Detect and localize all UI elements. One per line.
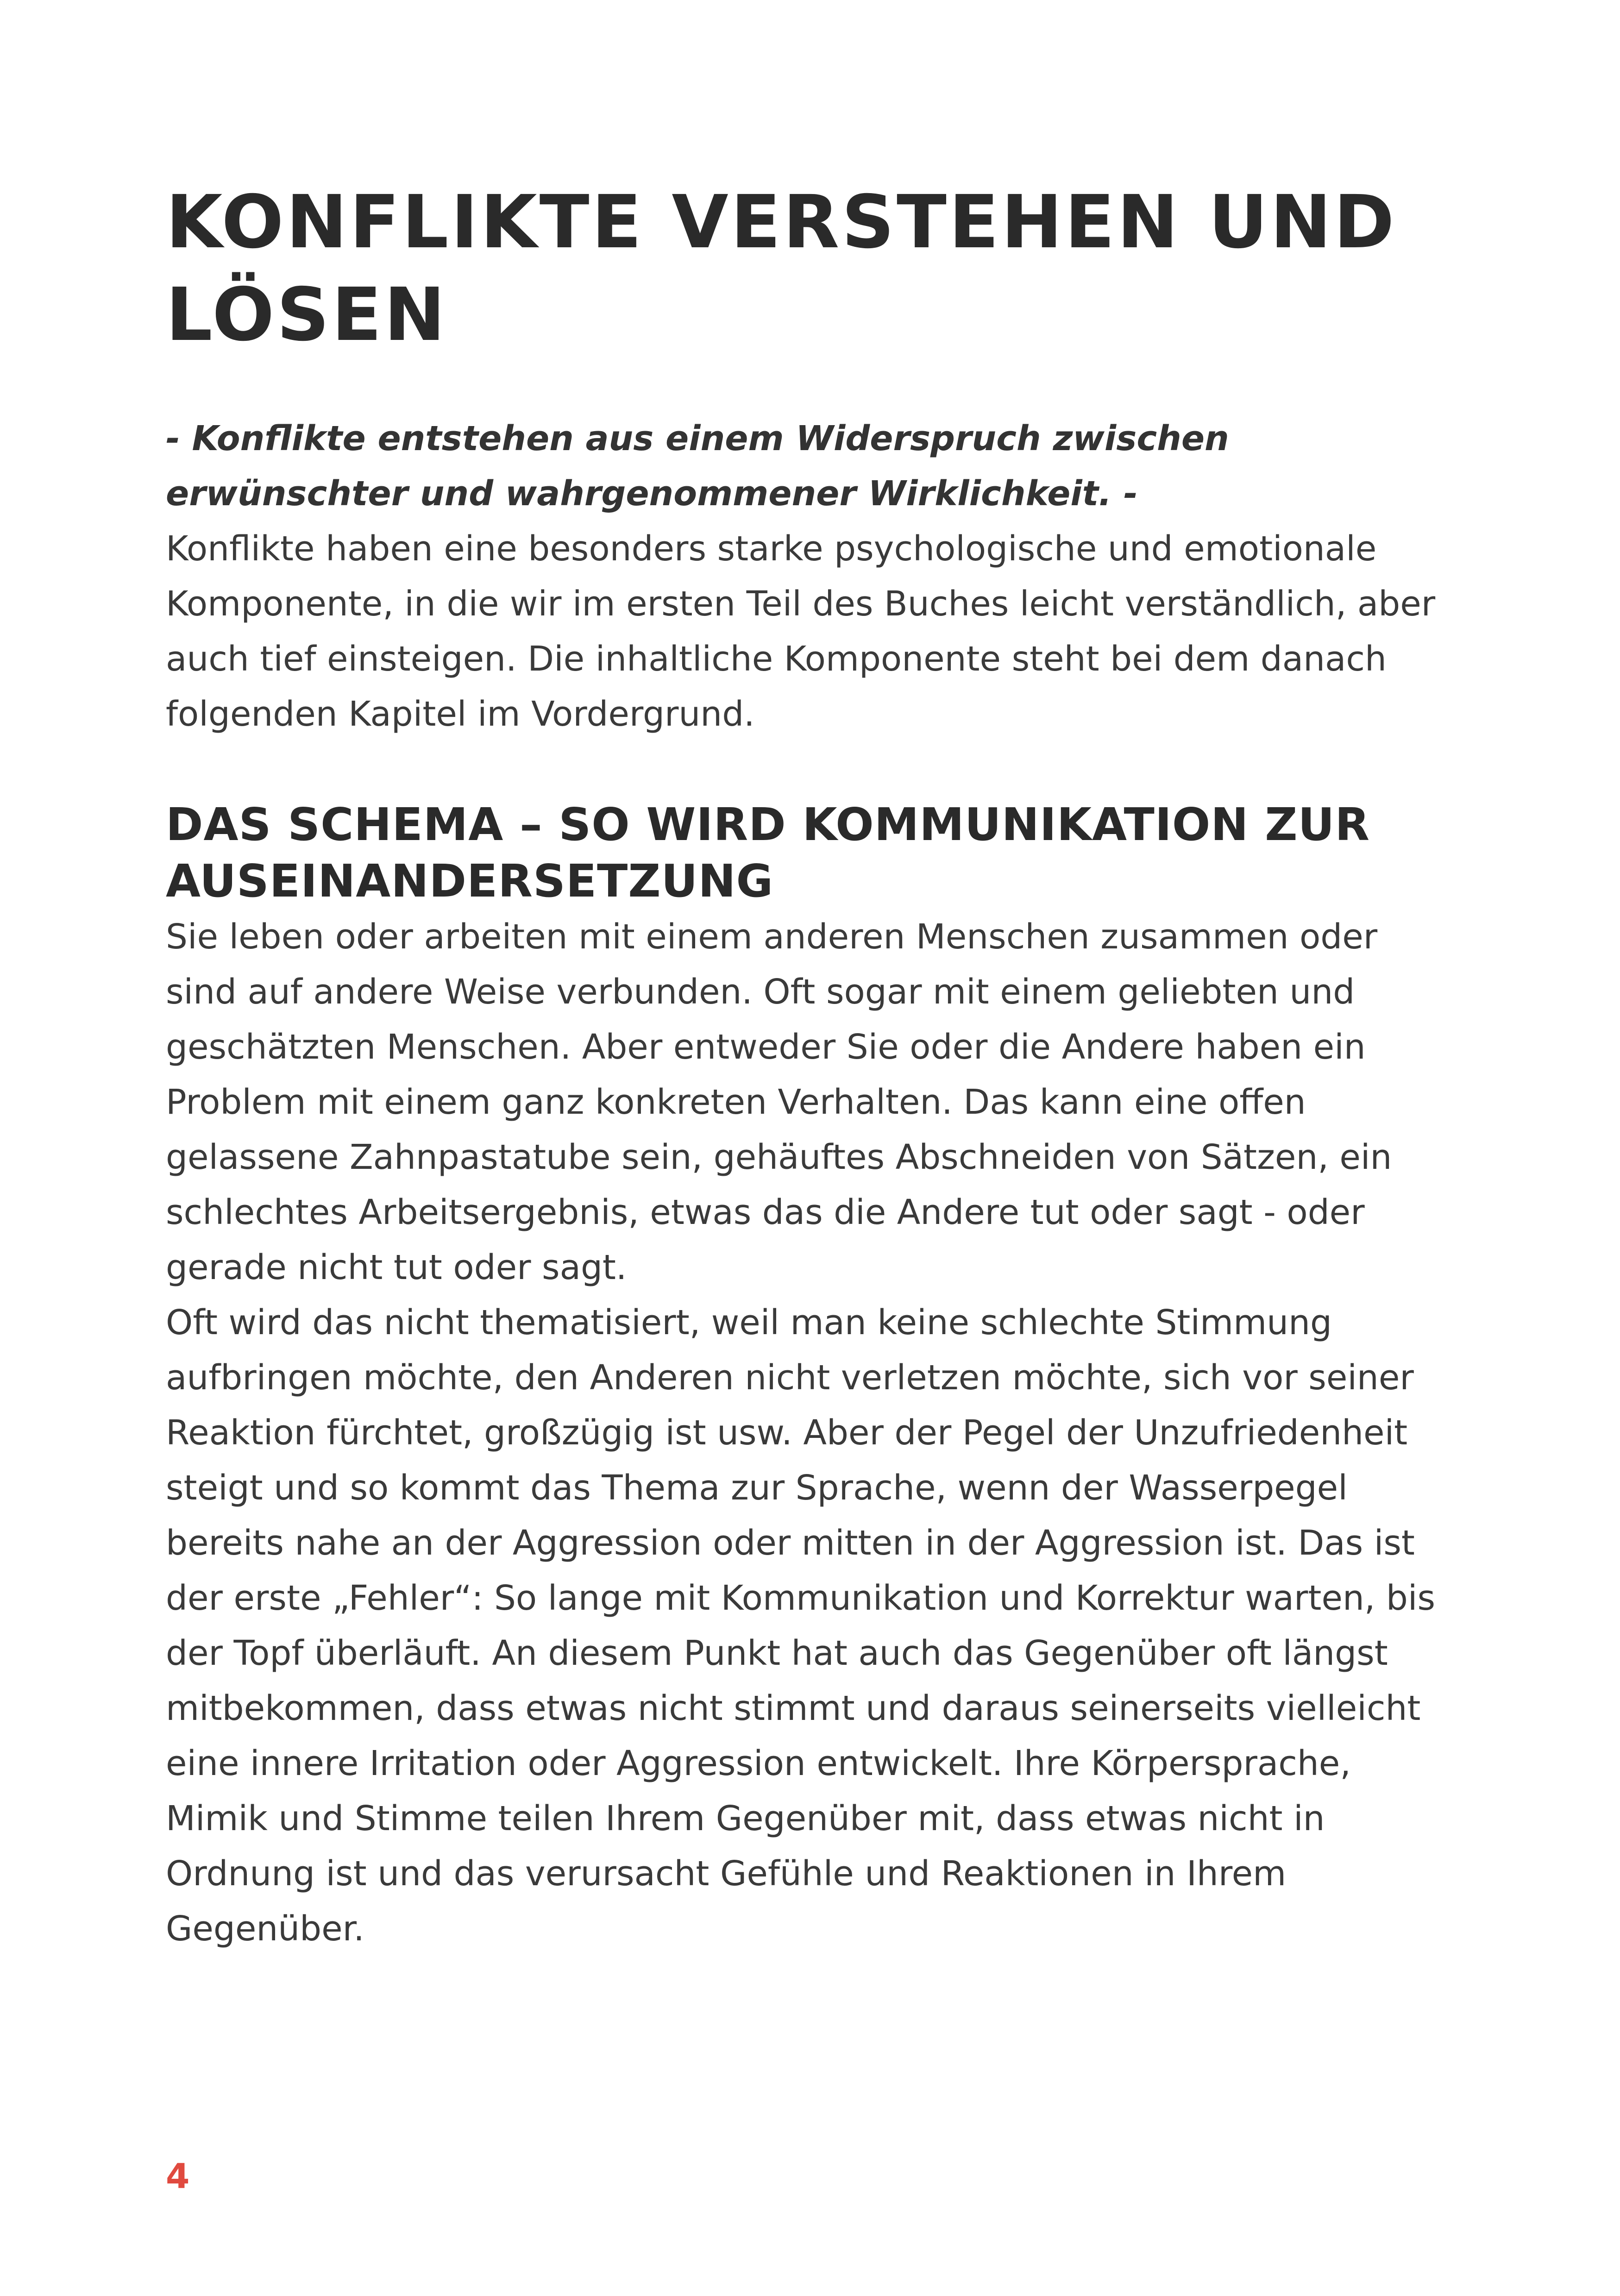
body-paragraph-2: Oft wird das nicht thematisiert, weil man keine schlechte Stimmung aufbringen möchte, den Anderen nicht verletzen möchte, sich vor seiner Reaktion fürchtet, großzügig ist usw. Aber der Pegel der Unzufriedenheit steigt und so kommt das Thema zur Sprache, wenn der Wasserpegel bereits nahe an der Aggression oder mitten in der Aggression ist. Das ist der erste „Fehler“: So lange mit Kommunikation und Korrektur warten, bis der Topf überläuft. An diesem Punkt hat auch das Gegenüber oft längst mitbekommen, dass etwas nicht stimmt und daraus seinerseits vielleicht eine innere Irritation oder Aggression entwickelt. Ihre Körpersprache, Mimik und Stimme teilen Ihrem Gegenüber mit, dass etwas nicht in Ordnung ist und das verursacht Gefühle und Reaktionen in Ihrem Gegenüber.	[166, 1303, 1435, 1949]
document-page	[166, 176, 1453, 1957]
body-paragraph-1: Sie leben oder arbeiten mit einem anderen Menschen zusammen oder sind auf andere Weise verbunden. Oft sogar mit einem geliebten und geschätzten Menschen. Aber entweder Sie oder die Andere haben ein Problem mit einem ganz konkreten Verhalten. Das kann eine offen gelassene Zahnpastatube sein, gehäuftes Abschneiden von Sätzen, ein schlechtes Arbeitsergebnis, etwas das die Andere tut oder sagt - oder gerade nicht tut oder sagt.	[166, 917, 1392, 1287]
chapter-motto: - Konflikte entstehen aus einem Widerspruch zwischen erwünschter und wahrgenommener Wirklichkeit. -	[166, 419, 1229, 514]
intro-paragraph: Konflikte haben eine besonders starke psychologische und emotionale Komponente, in die wir im ersten Teil des Buches leicht verständlich, aber auch tief einsteigen. Die inhaltliche Komponente steht bei dem danach folgenden Kapitel im Vordergrund.	[166, 529, 1436, 734]
page-number: 4	[166, 2157, 190, 2196]
page-title: KONFLIKTE VERSTEHEN UND LÖSEN	[166, 180, 1397, 358]
section-heading: DAS SCHEMA – SO WIRD KOMMUNIKATION ZUR AUSEINANDERSETZUNG	[166, 798, 1370, 907]
